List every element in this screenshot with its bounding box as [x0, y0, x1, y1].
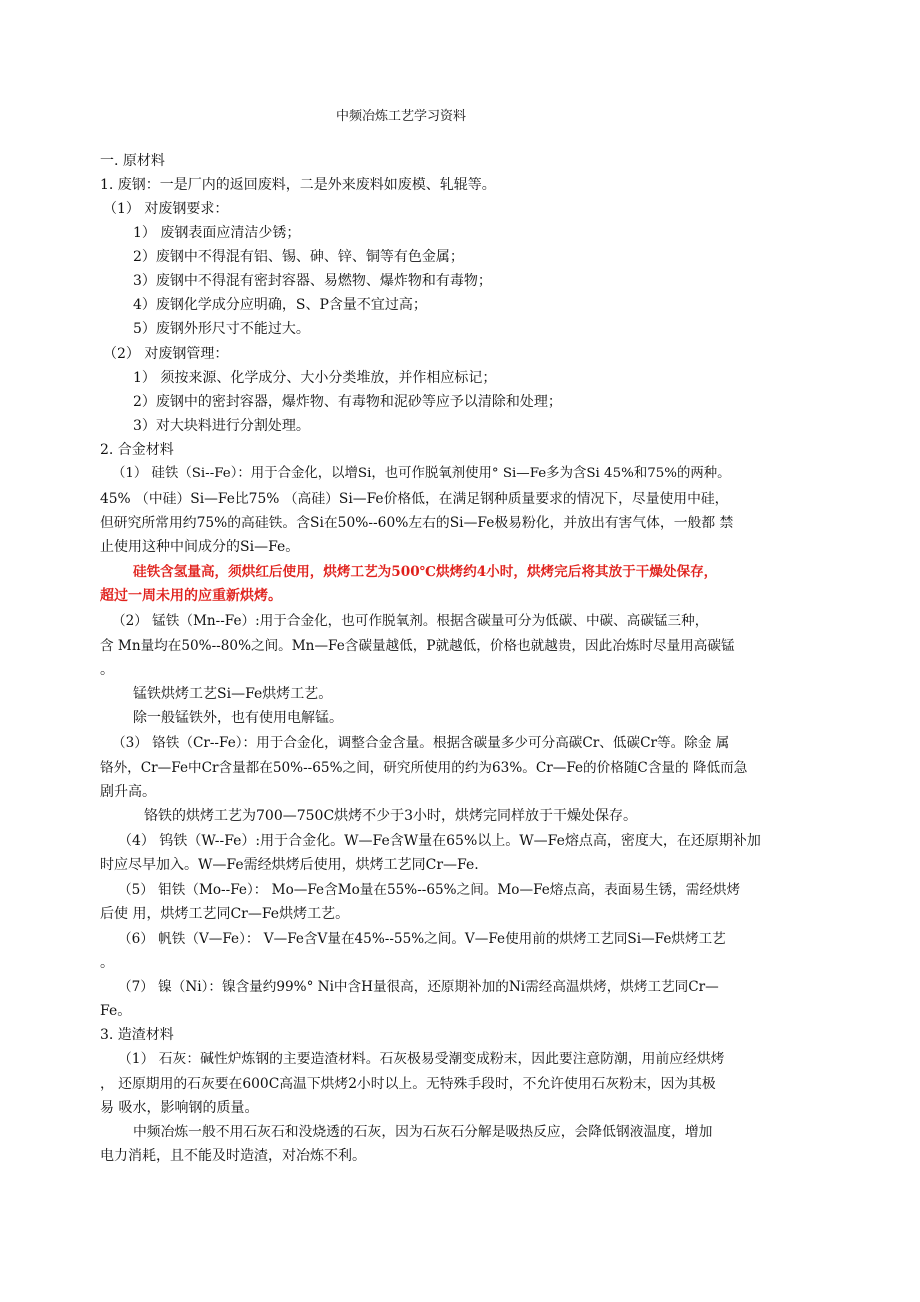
paragraph-line: 易 吸水，影响钢的质量。	[100, 1100, 259, 1116]
document-title: 中频冶炼工艺学习资料	[336, 109, 467, 124]
section-heading-alloys: 2. 合金材料	[100, 442, 174, 458]
section-heading-slag: 3. 造渣材料	[100, 1027, 174, 1043]
paragraph-line: 后使 用，烘烤工艺同Cr—Fe烘烤工艺。	[100, 906, 350, 922]
paragraph-line: 。	[100, 955, 114, 971]
paragraph-line: 铬铁的烘烤工艺为700—750C烘烤不少于3小时，烘烤完同样放于干燥处保存。	[144, 808, 638, 824]
list-item: 2）废钢中的密封容器，爆炸物、有毒物和泥砂等应予以清除和处理；	[133, 394, 562, 410]
paragraph-line: 电力消耗，且不能及时造渣，对冶炼不利。	[100, 1148, 366, 1164]
paragraph-line: 时应尽早加入。W—Fe需经烘烤后使用，烘烤工艺同Cr—Fe.	[100, 857, 479, 873]
warning-text: 硅铁含氢量高，须烘红后使用，烘烤工艺为500℃烘烤约4小时，烘烤完后将其放于干燥处保存，	[133, 564, 718, 580]
paragraph-line: 铬外，Cr—Fe中Cr含量都在50%--65%之间，研究所使用的约为63%。Cr—Fe的价格随C含量的 降低而急	[100, 760, 748, 776]
section-heading-raw-materials: 一. 原材料	[100, 153, 165, 169]
paragraph-line: （7） 镍（Ni）：镍含量约99%° Ni中含H量很高，还原期补加的Ni需经高温烘烤，烘烤工艺同Cr—	[118, 979, 719, 995]
paragraph-line: Fe。	[100, 1003, 132, 1019]
paragraph-line: （1） 石灰：碱性炉炼钢的主要造渣材料。石灰极易受潮变成粉末，因此要注意防潮，用前应经烘烤	[118, 1051, 725, 1067]
paragraph-line: 除一般锰铁外，也有使用电解锰。	[133, 710, 343, 726]
paragraph-line: 止使用这种中间成分的Si—Fe。	[100, 539, 300, 555]
paragraph-line: ， 还原期用的石灰要在600C高温下烘烤2小时以上。无特殊手段时，不允许使用石灰粉末，因为其极	[100, 1076, 716, 1092]
paragraph-line: 锰铁烘烤工艺Si—Fe烘烤工艺。	[133, 686, 333, 702]
paragraph-line: 45% （中硅）Si—Fe比75% （高硅）Si—Fe价格低，在满足钢种质量要求的情况下，尽量使用中硅，	[100, 491, 729, 507]
list-item: 3）废钢中不得混有密封容器、易燃物、爆炸物和有毒物；	[133, 273, 492, 289]
paragraph-line: 含 Mn量均在50%--80%之间。Mn—Fe含碳量越低，P就越低，价格也就越贵，因此冶炼时尽量用高碳锰	[100, 638, 735, 654]
paragraph-line: 1. 废钢：一是厂内的返回废料，二是外来废料如废模、轧辊等。	[100, 177, 496, 193]
paragraph-line: （2） 锰铁（Mn--Fe）:用于合金化，也可作脱氧剂。根据含碳量可分为低碳、中碳、高碳锰三种，	[112, 613, 709, 629]
paragraph-line: 剧升高。	[100, 784, 156, 800]
list-item: 2）废钢中不得混有铝、锡、砷、锌、铜等有色金属；	[133, 249, 464, 265]
paragraph-line: 。	[100, 662, 114, 678]
warning-text: 超过一周未用的应重新烘烤。	[100, 588, 282, 604]
paragraph-line: （1） 硅铁（Si--Fe）：用于合金化，以增Si，也可作脱氧剂使用° Si—Fe多为含Si 45%和75%的两种。	[112, 466, 731, 481]
paragraph-line: （4） 钨铁（W--Fe）:用于合金化。W—Fe含W量在65%以上。W—Fe熔点高，密度大，在还原期补加	[118, 833, 761, 849]
paragraph-line: （6） 帆铁（V—Fe）： V—Fe含V量在45%--55%之间。V—Fe使用前的烘烤工艺同Si—Fe烘烤工艺	[118, 931, 726, 947]
paragraph-line: 但研究所常用约75%的高硅铁。含Si在50%--60%左右的Si—Fe极易粉化，并放出有害气体，一般都 禁	[100, 515, 734, 531]
list-item: 5）废钢外形尺寸不能过大。	[133, 321, 310, 337]
list-item: 1） 须按来源、化学成分、大小分类堆放，并作相应标记；	[133, 370, 497, 386]
paragraph-line: （2） 对废钢管理：	[103, 346, 229, 362]
paragraph-line: 中频冶炼一般不用石灰石和没烧透的石灰，因为石灰石分解是吸热反应，会降低钢液温度，增加	[133, 1124, 713, 1140]
paragraph-line: （1） 对废钢要求：	[103, 201, 229, 217]
paragraph-line: （3） 铬铁（Cr--Fe）：用于合金化，调整合金含量。根据含碳量多少可分高碳Cr、低碳Cr等。除金 属	[112, 735, 730, 751]
list-item: 1） 废钢表面应清洁少锈；	[133, 225, 301, 241]
list-item: 4）废钢化学成分应明确，S、P含量不宜过高；	[133, 297, 427, 313]
paragraph-line: （5） 钼铁（Mo--Fe）： Mo—Fe含Mo量在55%--65%之间。Mo—Fe熔点高，表面易生锈，需经烘烤	[118, 882, 741, 898]
list-item: 3）对大块料进行分割处理。	[133, 418, 310, 434]
